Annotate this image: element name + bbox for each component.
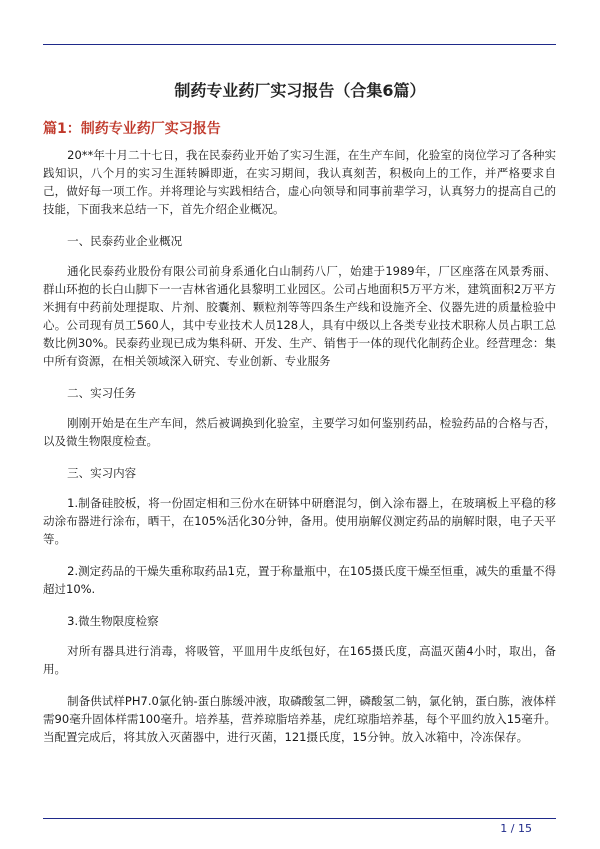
paragraph: 刚刚开始是在生产车间，然后被调换到化验室，主要学习如何鉴别药品，检验药品的合格与否，以及微生物限度检查。 [43,416,556,448]
footer-rule [43,818,556,819]
section-heading: 一、民泰药业企业概况 [67,234,183,248]
page-indicator: 1 / 15 [500,822,532,835]
subsection-heading: 3.微生物限度检察 [67,614,159,628]
document-title: 制药专业药厂实习报告（合集6篇） [174,81,426,100]
paragraph: 20**年十月二十七日，我在民泰药业开始了实习生涯，在生产车间，化验室的岗位学习了各种实践知识，八个月的实习生涯转瞬即逝，在实习期间，我认真刻苦，积极向上的工作，并严格要求自己，做好每一项工作。并将理论与实践相结合，虚心向领导和同事前辈学习，认真努力的提高自己的技能，下面我来总结一下，首先介绍企业概况。 [43,148,556,216]
section-heading: 三、实习内容 [67,466,137,480]
section-heading: 二、实习任务 [67,386,137,400]
paragraph: 制备供试样PH7.0氯化钠-蛋白胨缓冲液，取磷酸氢二钾，磷酸氢二钠，氯化钠，蛋白胨，液体样需90毫升固体样需100毫升。培养基，营养琼脂培养基，虎红琼脂培养基，每个平皿约放入15毫升。当配置完成后，将其放入灭菌器中，进行灭菌，121摄氏度，15分钟。放入冰箱中，冷冻保存。 [43,694,556,744]
paragraph: 通化民泰药业股份有限公司前身系通化白山制药八厂，始建于1989年，厂区座落在风景秀丽、群山环抱的长白山脚下一一吉林省通化县黎明工业园区。公司占地面积5万平方米，建筑面积2万平方米拥有中药前处理提取、片剂、胶囊剂、颗粒剂等等四条生产线和设施齐全、仪器先进的质量检验中心。公司现有员工560人，其中专业技术人员128人，具有中级以上各类专业技术职称人员占职工总数比例30%。民泰药业现已成为集科研、开发、生产、销售于一体的现代化制药企业。经营理念：集中所有资源，在相关领域深入研究、专业创新、专业服务 [43,264,556,368]
paragraph: 2.测定药品的干燥失重称取药品1克，置于称量瓶中，在105摄氏度干燥至恒重，减失的重量不得超过10%. [43,564,556,596]
paragraph: 对所有器具进行消毒，将吸管，平皿用牛皮纸包好，在165摄氏度，高温灭菌4小时，取出，备用。 [43,644,556,676]
header-rule [43,44,556,45]
document-body [43,146,556,760]
section-title: 篇1：制药专业药厂实习报告 [43,121,221,137]
paragraph: 1.制备硅胶板，将一份固定相和三份水在研钵中研磨混匀，倒入涂布器上，在玻璃板上平稳的移动涂布器进行涂布，晒干，在105%活化30分钟，备用。使用崩解仪测定药品的崩解时限，电子天平等。 [43,496,556,546]
